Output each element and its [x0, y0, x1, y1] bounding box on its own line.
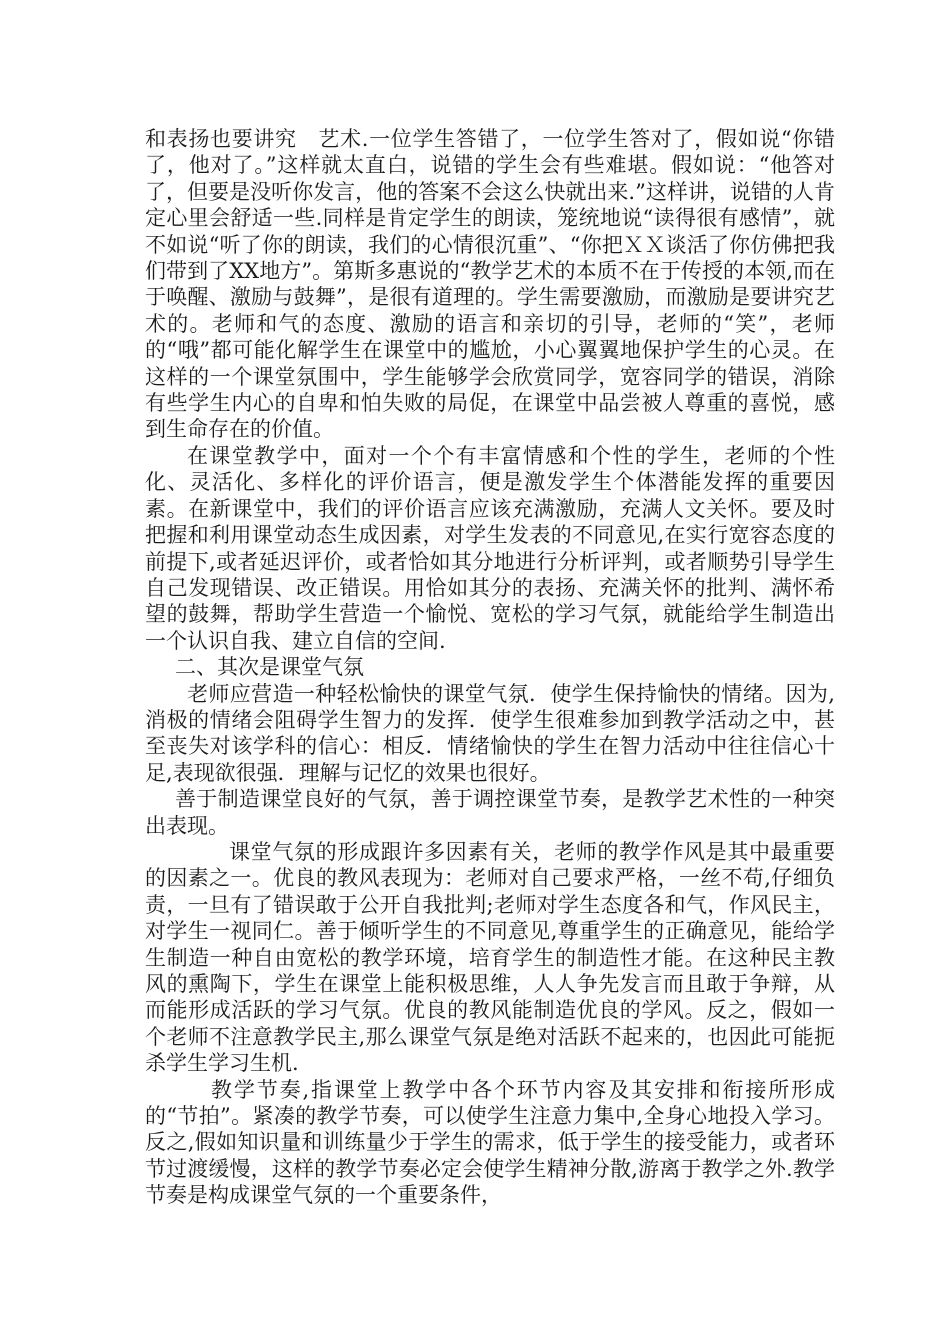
document-page [145, 126, 835, 1209]
section-heading-classroom-atmosphere: 二、其次是课堂气氛 [175, 655, 364, 680]
paragraph-evaluation-language: 在课堂教学中，面对一个个有丰富情感和个性的学生，老师的个性化、灵活化、多样化的评价语言，便是激发学生个体潜能发挥的重要因素。在新课堂中，我们的评价语言应该充满激励，充满人文关怀。要及时把握和利用课堂动态生成因素，对学生发表的不同意见,在实行宽容态度的前提下,或者延迟评价，或者恰如其分地进行分析评判，或者顺势引导学生自己发现错误、改正错误。用恰如其分的表扬、充满关怀的批判、满怀希望的鼓舞，帮助学生营造一个愉悦、宽松的学习气氛，就能给学生制造出一个认识自我、建立自信的空间. [145, 443, 835, 653]
paragraph-praise-art: 和表扬也要讲究 艺术.一位学生答错了，一位学生答对了，假如说“你错了，他对了。”这样就太直白，说错的学生会有些难堪。假如说：“他答对了，但要是没听你发言，他的答案不会这么快就出来.”这样讲，说错的人肯定心里会舒适一些.同样是肯定学生的朗读，笼统地说“读得很有感情”，就不如说“听了你的朗读，我们的心情很沉重”、“你把ＸＸ谈活了你仿佛把我们带到了XX地方”。第斯多惠说的“教学艺术的本质不在于传授的本领,而在于唤醒、激励与鼓舞”，是很有道理的。学生需要激励，而激励是要讲究艺术的。老师和气的态度、激励的语言和亲切的引导，老师的“笑”，老师的“哦”都可能化解学生在课堂中的尴尬，小心翼翼地保护学生的心灵。在这样的一个课堂氛围中，学生能够学会欣赏同学，宽容同学的错误，消除有些学生内心的自卑和怕失败的局促，在课堂中品尝被人尊重的喜悦，感到生命存在的价值。 [145, 127, 835, 442]
paragraph-pleasant-atmosphere: 老师应营造一种轻松愉快的课堂气氛．使学生保持愉快的情绪。因为,消极的情绪会阻碍学生智力的发挥．使学生很难参加到教学活动之中，甚至丧失对该学科的信心：相反．情绪愉快的学生在智力活动中往往信心十足,表现欲很强．理解与记忆的效果也很好。 [145, 681, 835, 785]
paragraph-teaching-rhythm: 教学节奏,指课堂上教学中各个环节内容及其安排和衔接所形成的“节拍”。紧凑的教学节奏，可以使学生注意力集中,全身心地投入学习。反之,假如知识量和训练量少于学生的需求，低于学生的接受能力，或者环节过渡缓慢，这样的教学节奏必定会使学生精神分散,游离于教学之外.教学节奏是构成课堂气氛的一个重要条件， [145, 1077, 835, 1208]
paragraph-good-atmosphere: 善于制造课堂良好的气氛，善于调控课堂节奏，是教学艺术性的一种突出表现。 [145, 787, 835, 838]
paragraph-teaching-style: 课堂气氛的形成跟许多因素有关，老师的教学作风是其中最重要的因素之一。优良的教风表现为：老师对自己要求严格，一丝不苟,仔细负责，一旦有了错误敢于公开自我批判;老师对学生态度各和气，作风民主，对学生一视同仁。善于倾听学生的不同意见,尊重学生的正确意见，能给学生制造一种自由宽松的教学环境，培育学生的制造性才能。在这种民主教风的熏陶下，学生在课堂上能积极思维，人人争先发言而且敢于争辩，从而能形成活跃的学习气氛。优良的教风能制造优良的学风。反之，假如一个老师不注意教学民主,那么课堂气氛是绝对活跃不起来的，也因此可能扼杀学生学习生机. [145, 839, 835, 1076]
